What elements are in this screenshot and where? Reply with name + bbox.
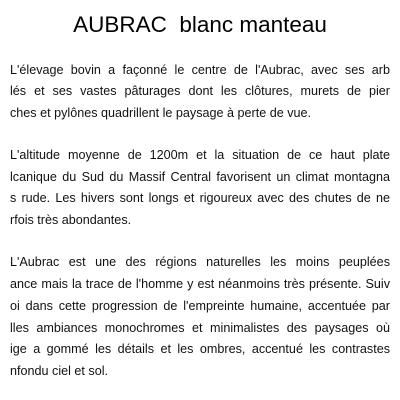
paragraph-3-line-6: nfondu ciel et sol. [10, 364, 109, 378]
page-title: AUBRAC blanc manteau [73, 12, 327, 37]
paragraph-2-line-4: rfois très abondantes. [10, 213, 132, 227]
paragraph-1-line-2: lés et ses vastes pâturages dont les clôtures, murets de pier [10, 84, 390, 98]
paragraph-2-line-1: L'altitude moyenne de 1200m et la situation de ce haut plate [10, 148, 390, 162]
paragraph-3-line-1: L'Aubrac est une des régions naturelles les moins peuplées [10, 255, 390, 269]
paragraph-1-line-1: L'élevage bovin a façonné le centre de l'Aubrac, avec ses arb [10, 63, 390, 77]
paragraph-3-line-4: lles ambiances monochromes et minimalistes des paysages où [10, 321, 390, 335]
paragraph-1-line-3: ches et pylônes quadrillent le paysage à perte de vue. [10, 106, 312, 120]
paragraph-3-line-5: ige a gommé les détails et les ombres, accentué les contrastes [10, 342, 390, 356]
paragraph-2-line-3: s rude. Les hivers sont longs et rigoureux avec des chutes de ne [10, 191, 390, 205]
paragraph-3-line-2: ance mais la trace de l'homme y est néanmoins très présente. Suiv [10, 277, 390, 291]
paragraph-2-line-2: lcanique du Sud du Massif Central favorisent un climat montagna [10, 170, 390, 184]
paragraph-3-line-3: oi dans cette progression de l'empreinte humaine, accentuée par [10, 299, 390, 313]
